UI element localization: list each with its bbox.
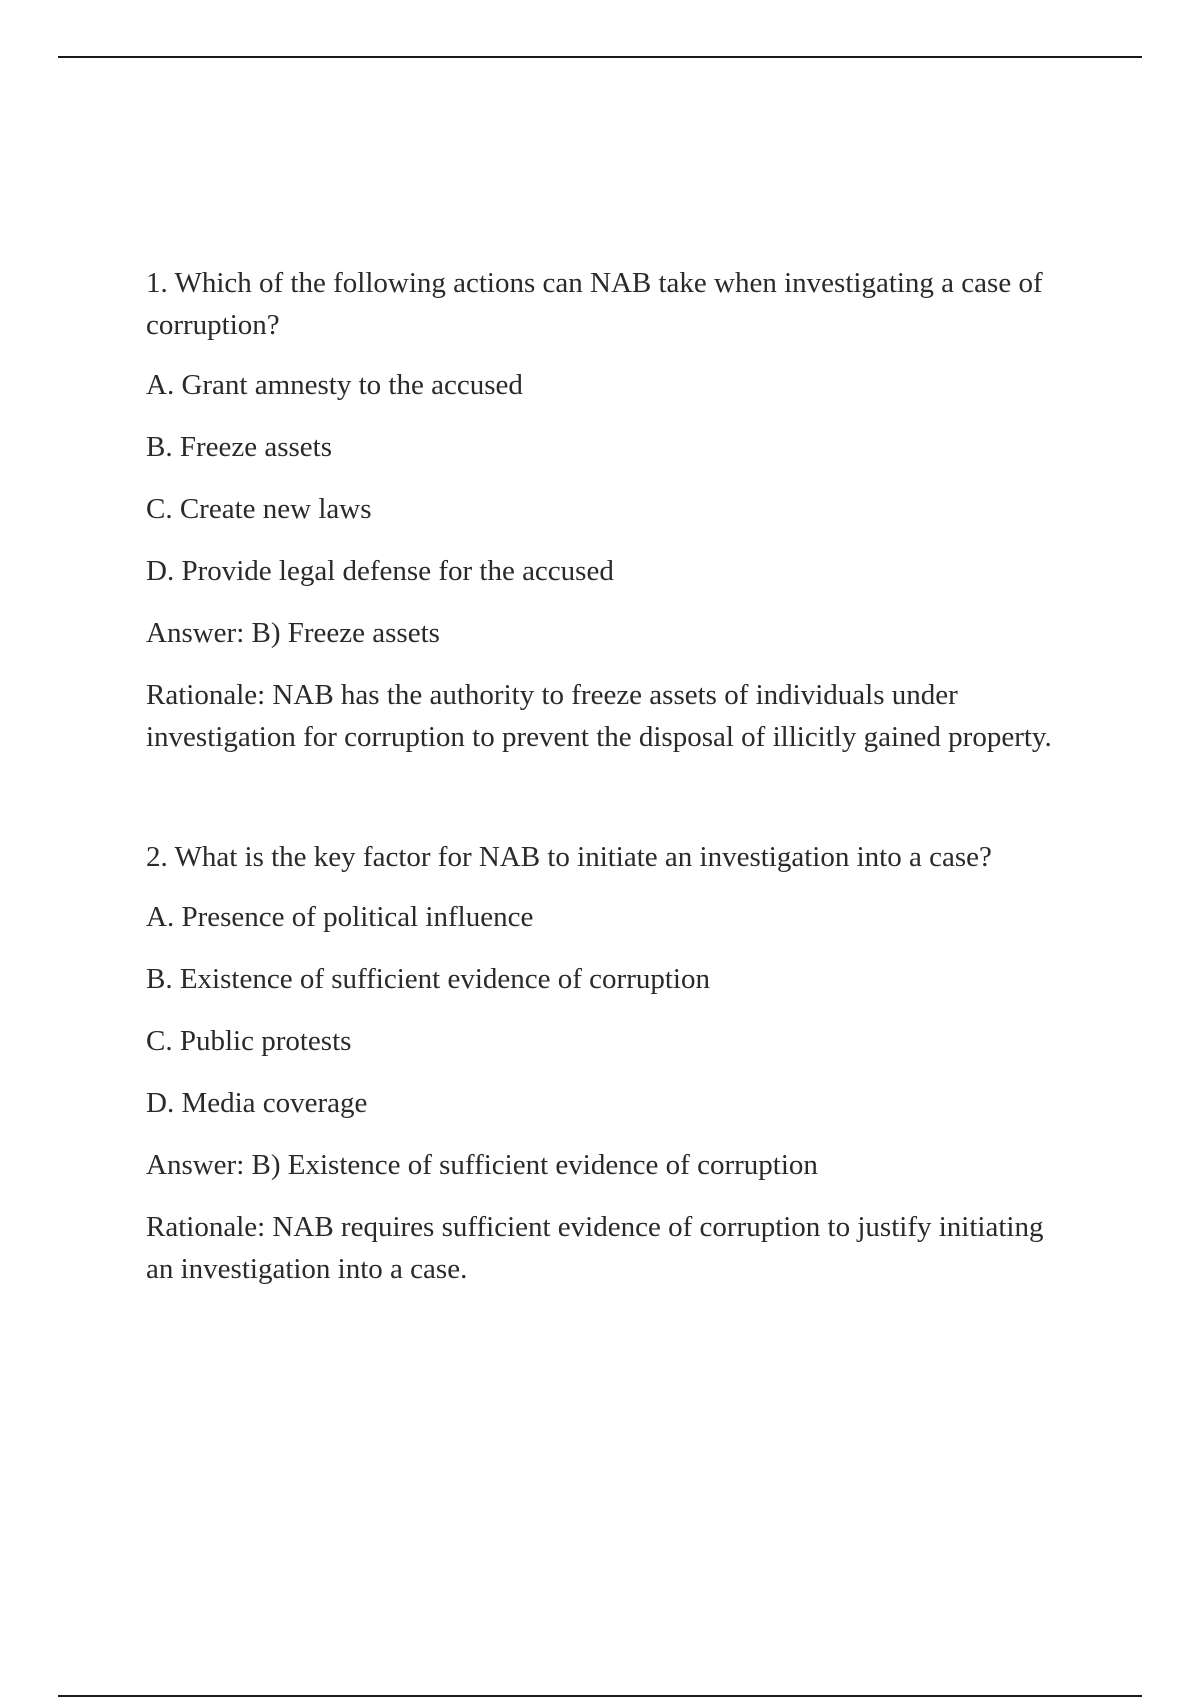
footer-rule <box>58 1695 1142 1697</box>
option-b: B. Existence of sufficient evidence of corruption <box>146 963 710 995</box>
document-body <box>146 262 1076 1290</box>
rationale-text: Rationale: NAB requires sufficient evidence of corruption to justify initiating an investigation into a case. <box>146 1211 1044 1285</box>
option-c: C. Create new laws <box>146 493 372 525</box>
option-d: D. Provide legal defense for the accused <box>146 555 614 587</box>
question-text: 1. Which of the following actions can NAB take when investigating a case of corruption? <box>146 267 1043 341</box>
option-a: A. Presence of political influence <box>146 901 534 933</box>
answer-text: Answer: B) Freeze assets <box>146 617 440 649</box>
question-block-1 <box>146 262 1076 758</box>
rationale-text: Rationale: NAB has the authority to freeze assets of individuals under investigation for corruption to prevent the disposal of illicitly gained property. <box>146 679 1052 753</box>
option-b: B. Freeze assets <box>146 431 333 463</box>
question-block-2 <box>146 836 1076 1290</box>
answer-text: Answer: B) Existence of sufficient evidence of corruption <box>146 1149 818 1181</box>
option-a: A. Grant amnesty to the accused <box>146 369 523 401</box>
header-rule <box>58 56 1142 58</box>
option-d: D. Media coverage <box>146 1087 368 1119</box>
option-c: C. Public protests <box>146 1025 352 1057</box>
question-text: 2. What is the key factor for NAB to initiate an investigation into a case? <box>146 841 992 873</box>
